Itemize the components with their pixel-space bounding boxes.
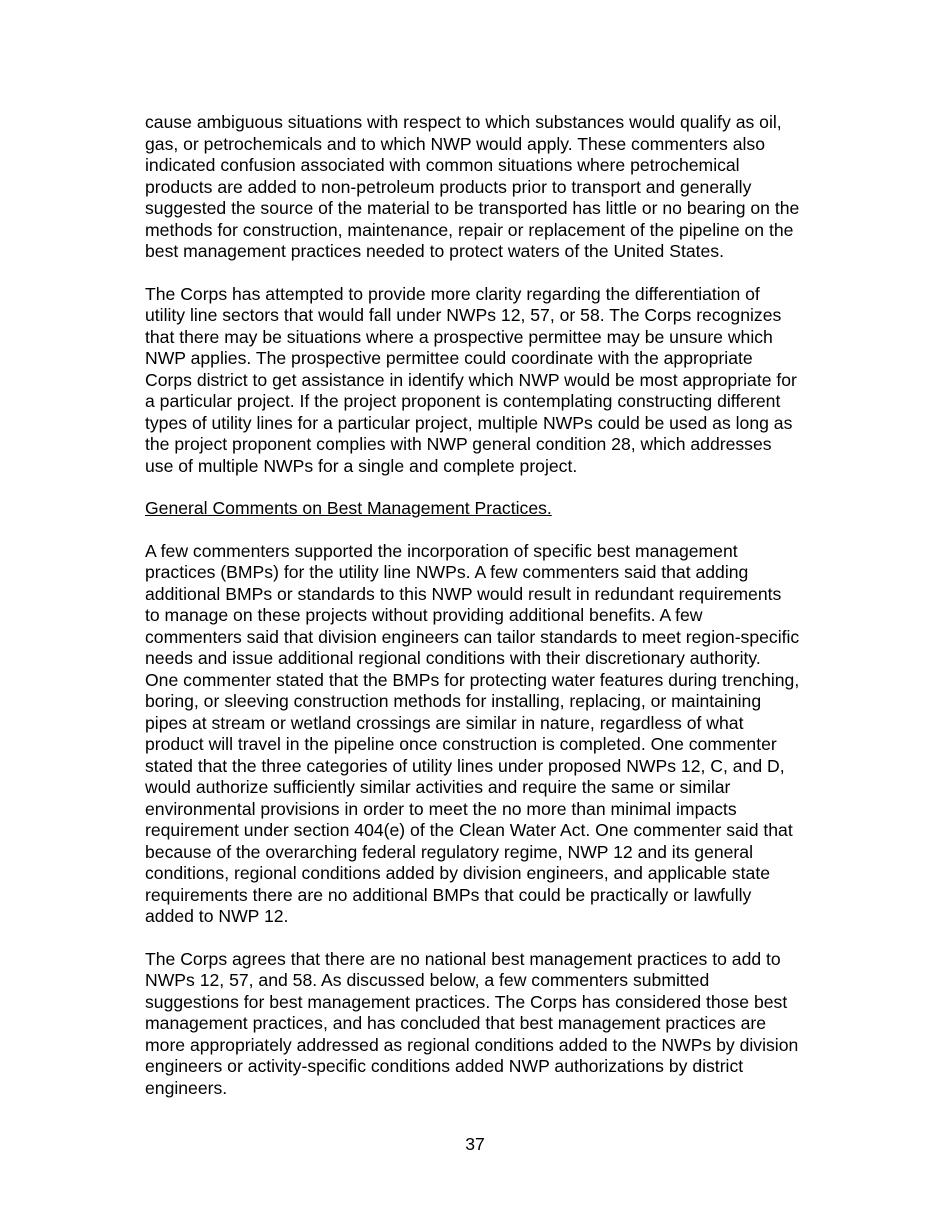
text-line: engineers. xyxy=(145,1077,228,1098)
text-line: boring, or sleeving construction methods for installing, replacing, or maintaining xyxy=(145,691,762,711)
text-line: The Corps agrees that there are no national best management practices to add to xyxy=(145,948,781,969)
text-line: pipes at stream or wetland crossings are similar in nature, regardless of what xyxy=(145,712,744,733)
text-line: because of the overarching federal regulatory regime, NWP 12 and its general xyxy=(145,841,753,862)
text-line: products are added to non-petroleum products prior to transport and generally xyxy=(145,176,752,197)
document-body xyxy=(145,112,845,1120)
paragraph-1 xyxy=(145,112,845,263)
text-line: product will travel in the pipeline once construction is completed. One commenter xyxy=(145,734,777,754)
text-line: engineers or activity-specific conditions added NWP authorizations by district xyxy=(145,1056,744,1076)
text-line: would authorize sufficiently similar activities and require the same or similar xyxy=(145,777,731,797)
text-line: management practices, and has concluded that best management practices are xyxy=(145,1013,767,1033)
text-line: environmental provisions in order to meet the no more than minimal impacts xyxy=(145,798,737,819)
text-line: added to NWP 12. xyxy=(145,906,289,926)
text-line: The Corps has attempted to provide more clarity regarding the differentiation of xyxy=(145,283,760,304)
text-line: cause ambiguous situations with respect to which substances would qualify as oil, xyxy=(145,112,782,132)
text-line: A few commenters supported the incorporation of specific best management xyxy=(145,540,738,561)
paragraph-4 xyxy=(145,949,845,1100)
paragraph-2 xyxy=(145,284,845,478)
paragraph-3 xyxy=(145,541,845,928)
text-line: a particular project. If the project proponent is contemplating constructing different xyxy=(145,391,781,411)
text-line: stated that the three categories of utility lines under proposed NWPs 12, C, and D, xyxy=(145,755,785,776)
text-line: commenters said that division engineers can tailor standards to meet region-specific xyxy=(145,626,800,647)
text-line: requirements there are no additional BMPs that could be practically or lawfully xyxy=(145,884,752,905)
text-line: to manage on these projects without providing additional benefits. A few xyxy=(145,605,703,625)
text-line: indicated confusion associated with common situations where petrochemical xyxy=(145,155,740,175)
text-line: the project proponent complies with NWP general condition 28, which addresses xyxy=(145,434,772,454)
text-line: use of multiple NWPs for a single and complete project. xyxy=(145,455,578,476)
page-number: 37 xyxy=(465,1134,485,1154)
text-line: additional BMPs or standards to this NWP would result in redundant requirements xyxy=(145,583,782,604)
text-line: NWPs 12, 57, and 58. As discussed below, a few commenters submitted xyxy=(145,970,710,990)
text-line: that there may be situations where a prospective permittee may be unsure which xyxy=(145,326,773,347)
text-line: utility line sectors that would fall under NWPs 12, 57, or 58. The Corps recognizes xyxy=(145,305,782,325)
text-line: NWP applies. The prospective permittee could coordinate with the appropriate xyxy=(145,348,753,368)
section-heading: General Comments on Best Management Practices. xyxy=(145,498,552,518)
text-line: methods for construction, maintenance, repair or replacement of the pipeline on the xyxy=(145,219,794,240)
text-line: Corps district to get assistance in identify which NWP would be most appropriate for xyxy=(145,369,797,390)
text-line: more appropriately addressed as regional conditions added to the NWPs by division xyxy=(145,1034,799,1055)
text-line: One commenter stated that the BMPs for protecting water features during trenching, xyxy=(145,669,800,690)
text-line: types of utility lines for a particular project, multiple NWPs could be used as long as xyxy=(145,412,793,433)
text-line: suggestions for best management practices. The Corps has considered those best xyxy=(145,991,788,1012)
text-line: needs and issue additional regional conditions with their discretionary authority. xyxy=(145,648,761,668)
text-line: practices (BMPs) for the utility line NWPs. A few commenters said that adding xyxy=(145,562,749,582)
text-line: suggested the source of the material to be transported has little or no bearing on the xyxy=(145,198,800,218)
text-line: best management practices needed to protect waters of the United States. xyxy=(145,241,724,261)
text-line: conditions, regional conditions added by division engineers, and applicable state xyxy=(145,863,770,883)
text-line: requirement under section 404(e) of the Clean Water Act. One commenter said that xyxy=(145,820,793,840)
text-line: gas, or petrochemicals and to which NWP would apply. These commenters also xyxy=(145,133,765,154)
